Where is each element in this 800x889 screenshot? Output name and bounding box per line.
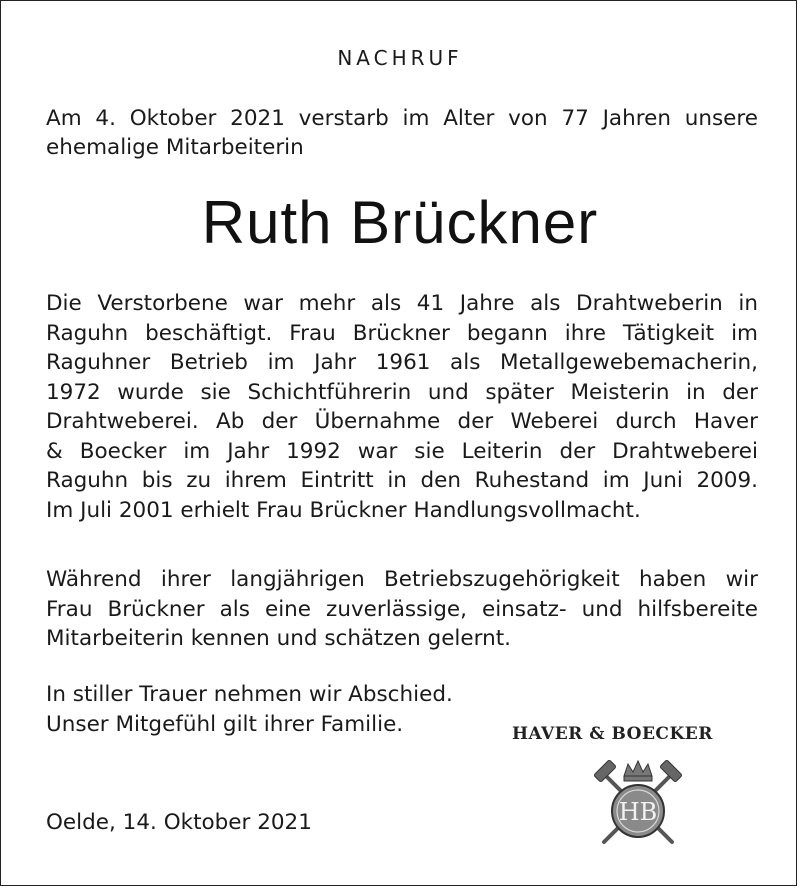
biography-line: 1972 wurde sie Schichtführerin und später Meisterin in der — [46, 379, 758, 405]
deceased-name: Ruth Brückner — [201, 189, 599, 256]
biography-line: Raguhn bis zu ihrem Eintritt in den Ruhestand im Juni 2009. — [46, 468, 758, 493]
appreciation-line: Frau Brückner als eine zuverlässige, einsatz- und hilfsbereite — [46, 596, 758, 622]
biography-line: Raguhner Betrieb im Jahr 1961 als Metallgewebemacherin, — [46, 350, 758, 375]
place-date: Oelde, 14. Oktober 2021 — [46, 810, 312, 835]
biography-line: & Boecker im Jahr 1992 war sie Leiterin der Drahtweberei — [46, 438, 758, 464]
notice-heading: NACHRUF — [337, 46, 463, 70]
company-logo-text: HAVER & BOECKER — [512, 724, 713, 744]
intro-text: Am 4. Oktober 2021 verstarb im Alter von 77 Jahren unsere ehemalige Mitarbeiterin — [46, 106, 758, 160]
closing-line: Unser Mitgefühl gilt ihrer Familie. — [46, 711, 404, 737]
appreciation-line: Mitarbeiterin kennen und schätzen gelernt. — [46, 626, 511, 651]
biography-line: Im Juli 2001 erhielt Frau Brückner Handlungsvollmacht. — [46, 497, 641, 523]
biography-line: Raguhn beschäftigt. Frau Brückner begann ihre Tätigkeit im — [46, 320, 758, 346]
biography-paragraph — [46, 289, 758, 525]
appreciation-paragraph — [46, 565, 758, 654]
appreciation-line: Während ihrer langjährigen Betriebszugehörigkeit haben wir — [46, 567, 758, 592]
crossed-hammers-crown-icon — [590, 756, 686, 852]
closing-paragraph — [46, 680, 453, 739]
closing-line: In stiller Trauer nehmen wir Abschied. — [46, 682, 453, 707]
biography-line: Die Verstorbene war mehr als 41 Jahre als Drahtweberin in — [46, 291, 758, 316]
emblem-monogram: HB — [618, 798, 658, 826]
biography-line: Drahtweberei. Ab der Übernahme der Weberei durch Haver — [46, 409, 758, 434]
